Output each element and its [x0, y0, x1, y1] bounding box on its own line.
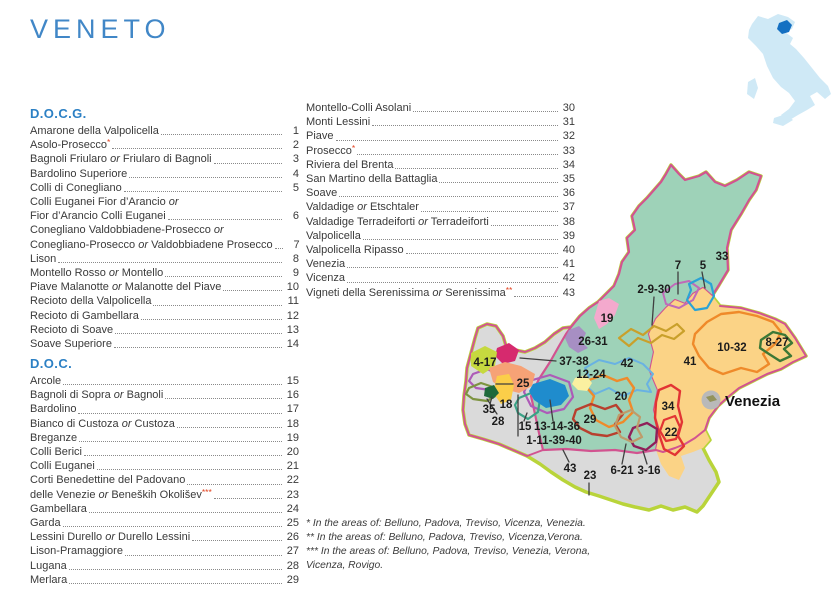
- dot-leader: [63, 384, 282, 385]
- map-number: 37: [562, 201, 575, 214]
- appellation-name: San Martino della Battaglia: [306, 173, 438, 186]
- map-number: 1: [292, 125, 299, 137]
- map-number: 35: [562, 173, 575, 186]
- italy-locator-map: [738, 2, 835, 130]
- list-item: [30, 473, 299, 487]
- map-number: 36: [562, 187, 575, 200]
- dot-leader: [372, 125, 558, 126]
- map-number: 32: [562, 130, 575, 143]
- map-label-2-9-30: 2-9-30: [637, 284, 671, 296]
- map-label-29: 29: [583, 414, 597, 426]
- dot-leader: [115, 333, 282, 334]
- map-label-3-16: 3-16: [637, 465, 661, 477]
- map-number: 13: [286, 323, 299, 336]
- map-number: 31: [562, 116, 575, 129]
- appellation-name: Colli Berici: [30, 446, 82, 459]
- list-item: [30, 337, 299, 351]
- dot-leader: [125, 555, 282, 556]
- appellation-name: Recioto di Soave: [30, 323, 114, 336]
- dot-leader: [69, 583, 282, 584]
- map-label-33: 33: [715, 251, 729, 263]
- map-number: 29: [286, 573, 299, 586]
- map-number: 24: [286, 502, 299, 515]
- appellation-name: Valpolicella Ripasso: [306, 244, 404, 257]
- appellation-name: Recioto di Gambellara: [30, 309, 139, 322]
- dot-leader: [79, 441, 282, 442]
- map-number: 40: [562, 244, 575, 257]
- map-label-6-21: 6-21: [610, 465, 634, 477]
- appellation-name: Amarone della Valpolicella: [30, 125, 159, 137]
- list-item: [30, 309, 299, 323]
- map-number: 4: [292, 167, 299, 180]
- appellation-name: Monti Lessini: [306, 116, 371, 129]
- appellation-name: Soave: [306, 187, 338, 200]
- map-number: 21: [286, 460, 299, 473]
- list-item: [30, 252, 299, 266]
- map-number: 38: [562, 215, 575, 228]
- dot-leader: [112, 148, 282, 149]
- map-label-12-24: 12-24: [576, 369, 606, 381]
- appellation-name: Bardolino: [30, 403, 77, 416]
- list-item: [30, 445, 299, 459]
- map-number: 2: [292, 139, 299, 152]
- dot-leader: [78, 413, 282, 414]
- appellation-name: delle Venezie or Beneških Okolišev***: [30, 486, 212, 501]
- appellation-name: Arcole: [30, 375, 62, 387]
- map-number: 26: [286, 531, 299, 544]
- map-number: 41: [562, 258, 575, 271]
- map-number: 42: [562, 272, 575, 285]
- appellation-name: Lugana: [30, 559, 67, 572]
- list-item: [30, 280, 299, 294]
- list-item: [30, 488, 299, 502]
- appellation-name: Valdadige or Etschtaler: [306, 201, 419, 214]
- map-number: 30: [562, 102, 575, 114]
- appellation-name: Bardolino Superiore: [30, 167, 128, 180]
- map-label-8-27: 8-27: [765, 337, 789, 349]
- map-number: 20: [286, 446, 299, 459]
- doc-section: [30, 356, 299, 587]
- list-item: [30, 459, 299, 473]
- list-item: [30, 266, 299, 280]
- map-label-18: 18: [499, 399, 513, 411]
- map-label-28: 28: [491, 416, 505, 428]
- map-label-10-32: 10-32: [717, 342, 747, 354]
- map-number: 6: [292, 210, 299, 223]
- map-label-4-17: 4-17: [473, 357, 497, 369]
- appellation-name: Prosecco*: [306, 142, 356, 157]
- appellation-name: Venezia: [306, 258, 346, 271]
- appellation-name: Recioto della Valpolicella: [30, 295, 152, 308]
- appellation-name: Bagnoli di Sopra or Bagnoli: [30, 389, 164, 402]
- map-number: 19: [286, 431, 299, 444]
- list-item: [30, 417, 299, 431]
- dot-leader: [114, 347, 282, 348]
- footnote-marker: ***: [306, 546, 321, 557]
- appellation-name: Riviera del Brenta: [306, 158, 394, 171]
- list-item: [30, 181, 299, 195]
- list-item: [30, 502, 299, 516]
- appellation-name: Merlara: [30, 573, 68, 586]
- map-label-1-11-39-40: 1-11-39-40: [526, 435, 582, 447]
- dot-leader: [141, 319, 282, 320]
- map-label-20: 20: [614, 391, 628, 403]
- map-label-34: 34: [661, 401, 675, 413]
- dot-leader: [275, 248, 283, 249]
- appellation-name: Bianco di Custoza or Custoza: [30, 417, 175, 430]
- dot-leader: [129, 177, 282, 178]
- map-label-41: 41: [683, 356, 697, 368]
- list-item: [30, 374, 299, 388]
- map-number: 28: [286, 559, 299, 572]
- appellation-name: Colli Euganei: [30, 460, 95, 473]
- appellation-name: Montello-Colli Asolani: [306, 102, 412, 114]
- footnote-marker: *: [306, 518, 313, 529]
- dot-leader: [168, 219, 282, 220]
- list-item: [30, 559, 299, 573]
- map-number: 25: [286, 517, 299, 530]
- appellation-name: Breganze: [30, 431, 78, 444]
- appellation-name: Montello Rosso or Montello: [30, 267, 164, 280]
- map-number: 3: [292, 153, 299, 166]
- dot-leader: [413, 111, 558, 112]
- dot-leader: [161, 134, 282, 135]
- list-item: [30, 431, 299, 445]
- dot-leader: [153, 305, 282, 306]
- doc-list-left: [30, 374, 299, 587]
- appellation-name: Colli Euganei Fior d’Arancio or: [30, 196, 179, 209]
- map-number: 5: [292, 181, 299, 194]
- list-item: [30, 402, 299, 416]
- list-item: [30, 573, 299, 587]
- appellation-name: Valdadige Terradeiforti or Terradeiforti: [306, 215, 489, 228]
- footnote-text: In the areas of: Belluno, Padova, Treviso, Vicenza,Verona.: [316, 532, 583, 543]
- docg-list: [30, 124, 299, 351]
- dot-leader: [165, 276, 282, 277]
- dot-leader: [223, 290, 282, 291]
- map-label-22: 22: [664, 427, 678, 439]
- appellation-name: Vigneti della Serenissima or Serenissima**: [306, 284, 513, 299]
- dot-leader: [165, 398, 282, 399]
- list-item: [30, 167, 299, 181]
- map-number: 34: [562, 158, 575, 171]
- appellation-name: Piave Malanotte or Malanotte del Piave: [30, 281, 222, 294]
- list-item: [30, 124, 299, 138]
- list-item: [30, 152, 299, 166]
- map-number: 10: [286, 281, 299, 294]
- dot-leader: [192, 540, 282, 541]
- map-number: 17: [286, 403, 299, 416]
- footnote-text: In the areas of: Belluno, Padova, Treviso, Venezia, Verona, Vicenza, Rovigo.: [306, 546, 591, 571]
- list-item: [30, 530, 299, 544]
- dot-leader: [63, 526, 282, 527]
- dot-leader: [124, 191, 282, 192]
- map-number: 8: [292, 252, 299, 265]
- map-number: 7: [293, 238, 300, 251]
- map-label-43: 43: [563, 463, 577, 475]
- list-item: [30, 209, 299, 223]
- map-number: 33: [562, 144, 575, 157]
- list-item: [306, 101, 575, 115]
- map-label-35: 35: [482, 404, 496, 416]
- dot-leader: [214, 163, 282, 164]
- map-label-37-38: 37-38: [559, 356, 589, 368]
- appellation-name: Lison: [30, 252, 57, 265]
- appellation-name: Lison-Pramaggiore: [30, 545, 123, 558]
- appellation-name: Conegliano-Prosecco or Valdobbiadene Prosecco: [30, 238, 273, 251]
- appellation-name: Gambellara: [30, 502, 87, 515]
- dot-leader: [89, 512, 282, 513]
- list-item: [30, 544, 299, 558]
- list-item: [30, 388, 299, 402]
- appellation-name: Corti Benedettine del Padovano: [30, 474, 186, 487]
- list-item: [30, 223, 299, 237]
- veneto-map: [423, 138, 835, 553]
- doc-heading: D.O.C.: [30, 356, 73, 371]
- list-item: [30, 323, 299, 337]
- docg-heading: D.O.C.G.: [30, 106, 87, 121]
- map-number: 16: [286, 389, 299, 402]
- map-label-15: 15: [518, 421, 532, 433]
- map-number: 15: [286, 375, 299, 387]
- dot-leader: [58, 262, 282, 263]
- list-item: [30, 238, 299, 252]
- map-label-26-31: 26-31: [578, 336, 608, 348]
- list-item: [30, 516, 299, 530]
- map-label-25: 25: [516, 378, 530, 390]
- dot-leader: [214, 498, 282, 499]
- map-number: 12: [286, 309, 299, 322]
- map-number: 11: [287, 295, 299, 308]
- map-label-19: 19: [600, 313, 614, 325]
- map-number: 22: [286, 474, 299, 487]
- appellation-name: Colli di Conegliano: [30, 181, 122, 194]
- list-item: [30, 138, 299, 152]
- list-item: [306, 115, 575, 129]
- map-label-23: 23: [583, 470, 597, 482]
- map-number: 9: [292, 267, 299, 280]
- map-label-42: 42: [620, 358, 634, 370]
- appellation-name: Asolo-Prosecco*: [30, 137, 111, 152]
- appellation-name: Lessini Durello or Durello Lessini: [30, 531, 191, 544]
- footnote-text: In the areas of: Belluno, Padova, Treviso, Vicenza, Venezia.: [312, 518, 586, 529]
- map-number: 23: [286, 488, 299, 501]
- sardinia-silhouette: [747, 78, 758, 99]
- appellation-name: Fior d’Arancio Colli Euganei: [30, 210, 166, 223]
- page-title: VENETO: [30, 14, 171, 44]
- dot-leader: [177, 427, 282, 428]
- appellation-name: Soave Superiore: [30, 338, 112, 351]
- map-number: 39: [562, 229, 575, 242]
- dot-leader: [97, 469, 282, 470]
- map-number: 27: [286, 545, 299, 558]
- list-item: [30, 195, 299, 209]
- appellation-name: Piave: [306, 130, 334, 143]
- map-number: 18: [286, 417, 299, 430]
- dot-leader: [84, 455, 282, 456]
- map-number: 43: [562, 286, 575, 299]
- list-item: [30, 294, 299, 308]
- appellation-name: Vicenza: [306, 272, 345, 285]
- venezia-city-label: Venezia: [725, 393, 781, 410]
- docg-section: [30, 106, 299, 351]
- appellation-name: Valpolicella: [306, 229, 361, 242]
- map-label-5: 5: [699, 260, 707, 272]
- dot-leader: [187, 484, 282, 485]
- map-label-13-14-36: 13-14-36: [533, 421, 581, 433]
- footnote-marker: **: [306, 532, 317, 543]
- appellation-name: Garda: [30, 517, 61, 530]
- map-number: 14: [286, 338, 299, 351]
- map-label-7: 7: [674, 260, 682, 272]
- appellation-name: Conegliano Valdobbiadene-Prosecco or: [30, 224, 224, 237]
- appellation-name: Bagnoli Friularo or Friularo di Bagnoli: [30, 153, 212, 166]
- dot-leader: [69, 569, 282, 570]
